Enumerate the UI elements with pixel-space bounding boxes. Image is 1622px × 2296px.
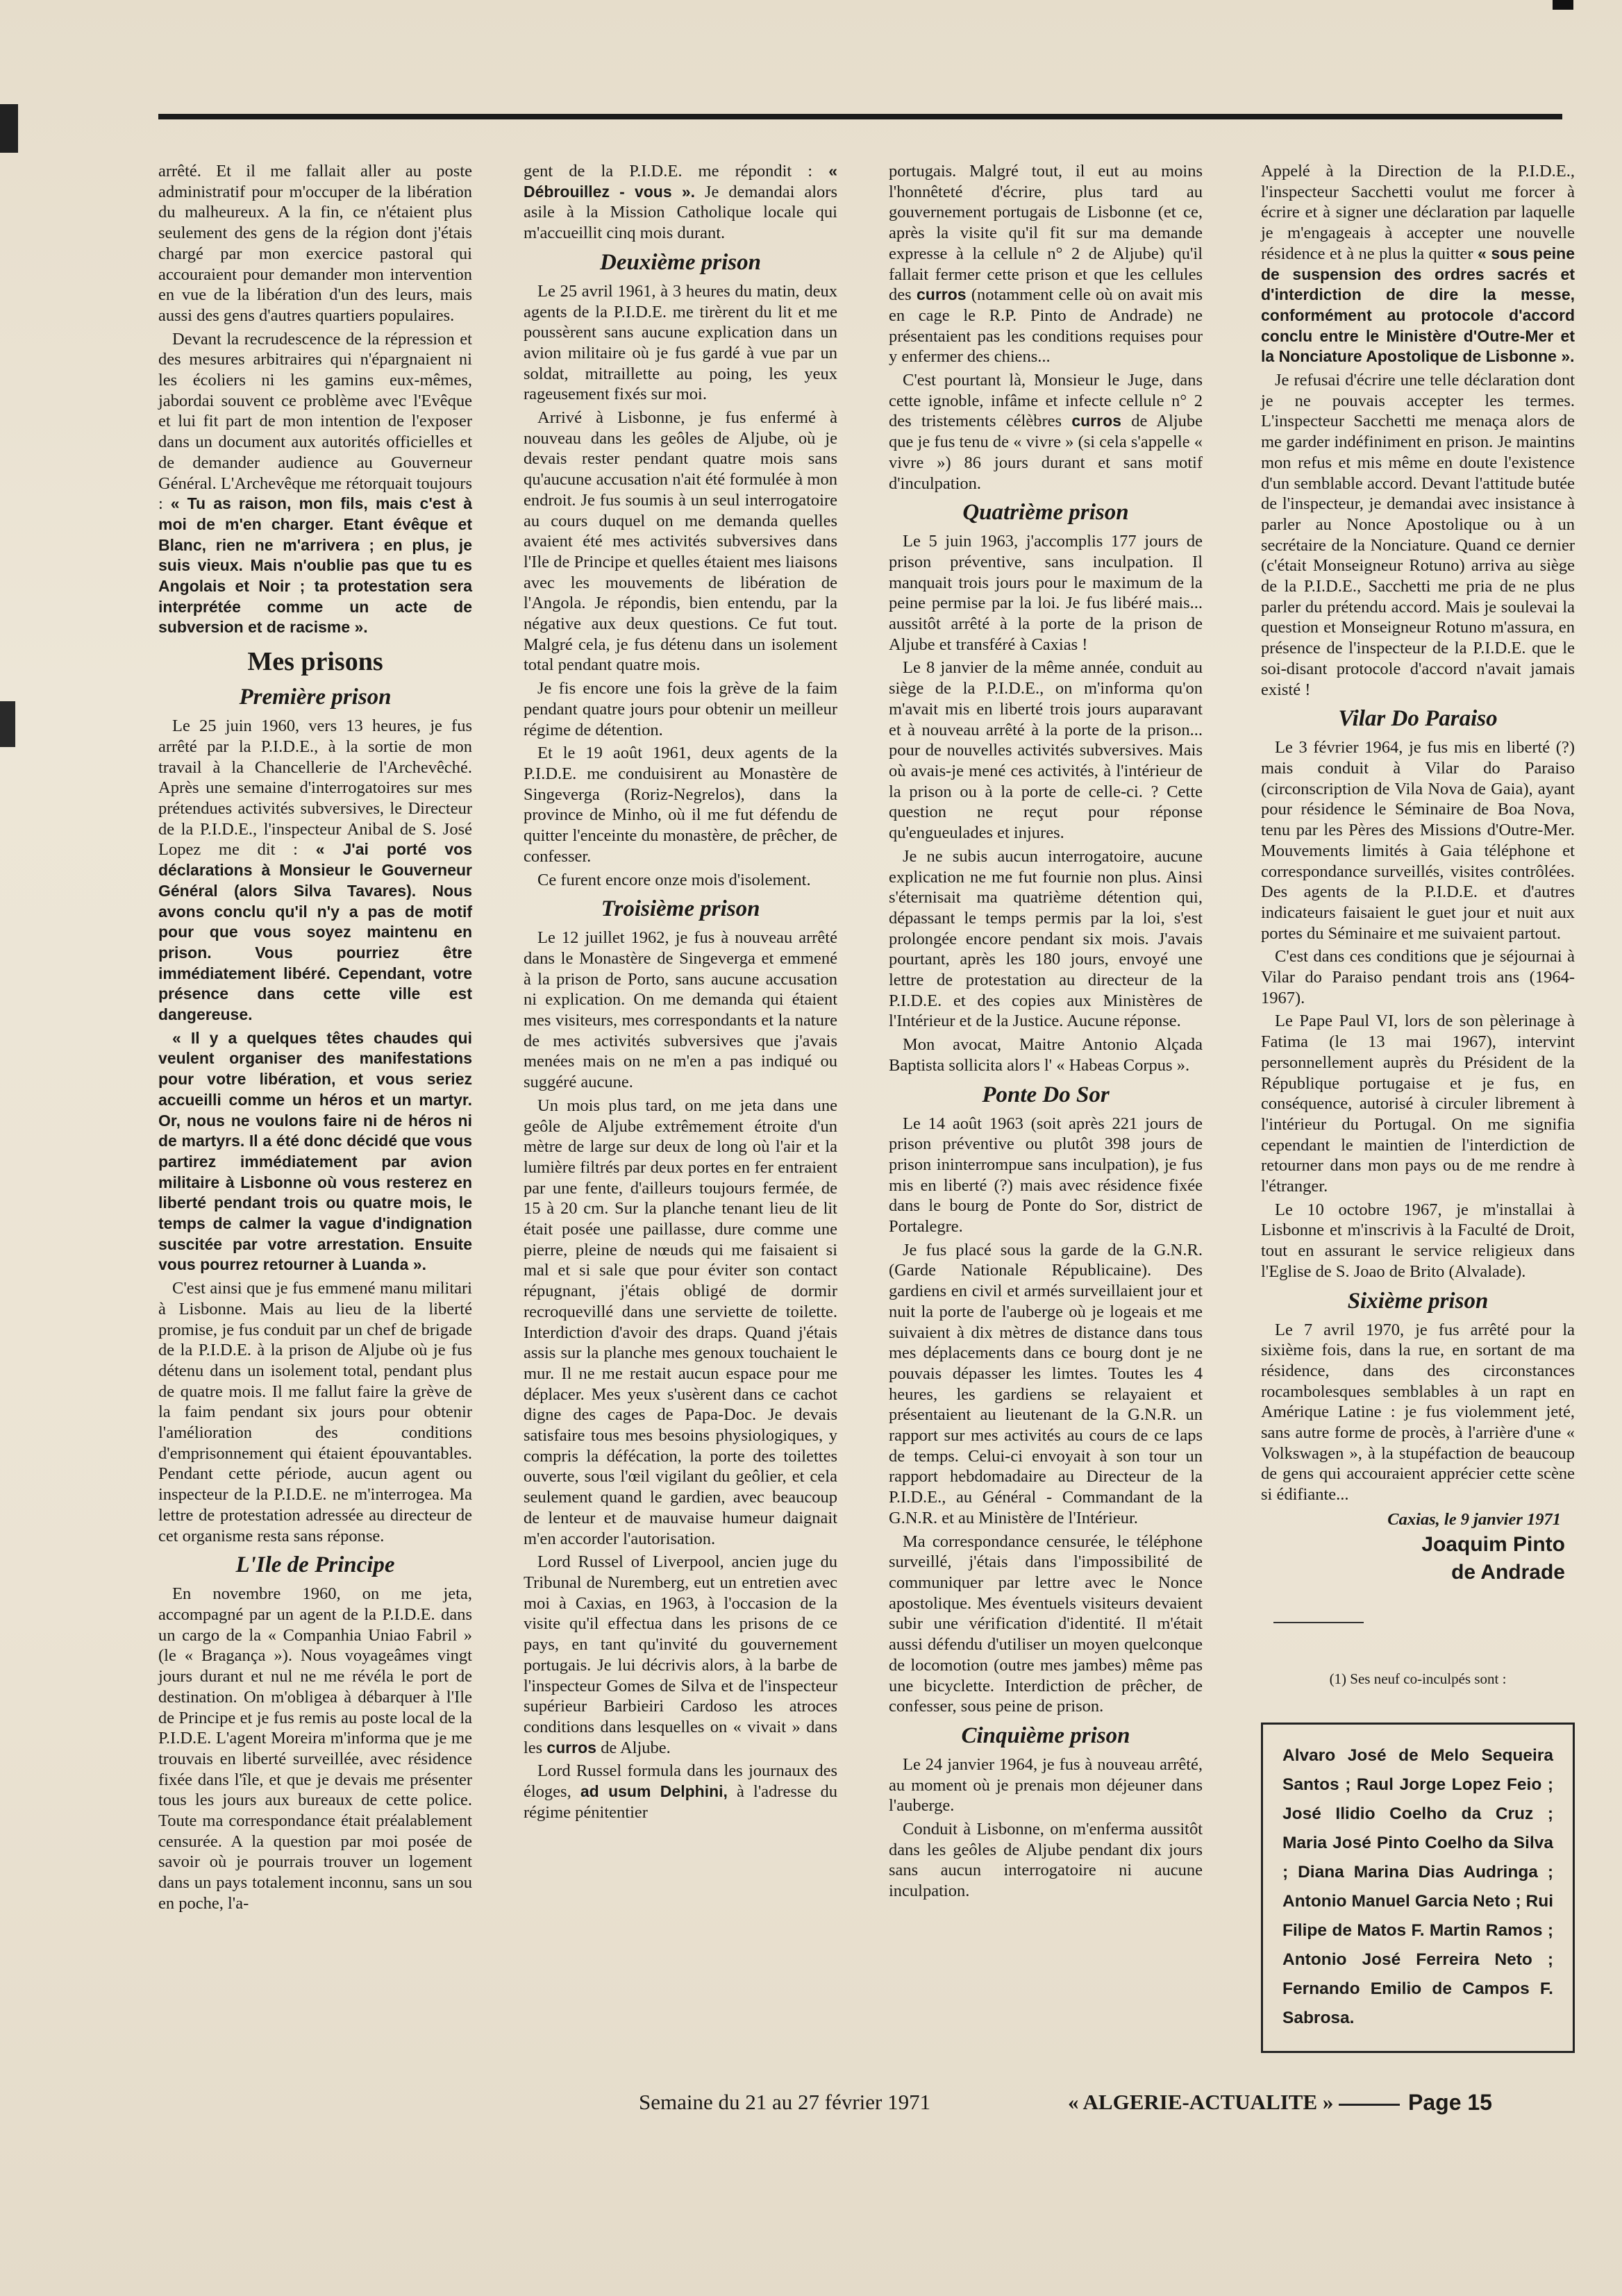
paragraph: Le 25 avril 1961, à 3 heures du matin, deux agents de la P.I.D.E. me tirèrent du lit et me poussèrent sans aucune explication dans un avion militaire où je fus gardé à vue par un soldat, mitraillette au poing, les yeux rageusement fixés sur moi.	[524, 281, 837, 404]
subheading: Quatrième prison	[962, 500, 1129, 526]
subheading: Sixième prison	[1347, 1288, 1489, 1314]
paragraph: Le 8 janvier de la même année, conduit au siège de la P.I.D.E., on m'informa qu'on m'avait mis en liberté trois jours auparavant et à nouveau arrêté à la porte de la prison... pour de nouvelles activités subversives. Mais où avais-je mené ces activités, à l'intérieur de la prison ou à la porte de celle-ci. ? Cette question ne reçut pour réponse qu'engueulades et injures.	[889, 658, 1203, 843]
term-bold: curros	[1071, 412, 1121, 430]
paragraph: Mon avocat, Maitre Antonio Alçada Baptista sollicita alors l' « Habeas Corpus ».	[889, 1035, 1203, 1075]
paragraph: portugais. Malgré tout, il eut au moins l'honnêteté d'écrire, plus tard au gouvernement portugais de Lisbonne (et ce, après la visite qu'il fit sur ma demande expresse à la cellule n° 2 de Aljube) qu'il fallait fermer cette prison et que les cellules des curros (notamment celle où on avait mis en cage le R.P. Pinto de Andrade) ne présentaient pas les conditions requises pour y enfermer des chiens...	[889, 162, 1203, 367]
subheading: Première prison	[239, 685, 392, 710]
left-edge-mark	[0, 104, 18, 153]
column-4	[1261, 161, 1575, 2053]
column-1	[158, 161, 472, 1917]
paragraph: C'est dans ces conditions que je séjournai à Vilar do Paraiso pendant trois ans (1964-1967).	[1261, 947, 1575, 1007]
publication-name: « ALGERIE-ACTUALITE »	[1068, 2090, 1334, 2114]
paragraph: gent de la P.I.D.E. me répondit : « Débrouillez - vous ». Je demandai alors asile à la Mission Catholique locale qui m'accueillit cinq mois durant.	[524, 162, 837, 243]
paragraph: Le 7 avril 1970, je fus arrêté pour la sixième fois, dans la rue, en sortant de ma résidence, dans des circonstances rocambolesques semblables à un rapt en Amérique Latine : je fus violemment jeté, sans autre forme de procès, à l'arrière d'une « Volkswagen », à la stupéfaction de beaucoup de gens qui accouraient apprécier cette scène si édifiante...	[1261, 1320, 1575, 1505]
quote-bold: « sous peine de suspension des ordres sacrés et d'interdiction de dire la messe, conformément au protocole d'accord conclu entre le Ministère d'Outre-Mer et la Nonciature Apostolique de Lisbonne ».	[1261, 244, 1575, 366]
co-accused-box: Alvaro José de Melo Sequeira Santos ; Raul Jorge Lopez Feio ; José Ilidio Coelho da Cruz ; Maria José Pinto Coelho da Silva ; Diana Marina Dias Audringa ; Antonio Manuel Garcia Neto ; Rui Filipe de Matos F. Martin Ramos ; Antonio José Ferreira Neto ; Fernando Emilio de Campos F. Sabrosa.	[1261, 1723, 1575, 2053]
paragraph: Le 12 juillet 1962, je fus à nouveau arrêté dans le Monastère de Singeverga et emmené à la prison de Porto, sans aucune accusation ni explication. On me demanda qui étaient mes visiteurs, mes correspondants et la nature de mes activités subversives que j'avais menées mais on ne m'en a pas indiqué ou suggéré aucune.	[524, 928, 837, 1092]
paragraph: C'est pourtant là, Monsieur le Juge, dans cette ignoble, infâme et infecte cellule n° 2 des tristements célèbres curros de Aljube que je fus tenu de « vivre » (si cela s'appelle « vivre ») 86 jours durant et sans motif d'inculpation.	[889, 371, 1203, 493]
paragraph: Le 14 août 1963 (soit après 221 jours de prison préventive ou plutôt 398 jours de prison ininterrompue sans inculpation), je fus mis en liberté (?) mais avec résidence fixée dans le bourg de Ponte do Sor, district de Portalegre.	[889, 1114, 1203, 1237]
subheading: Deuxième prison	[600, 249, 761, 275]
paragraph: Et le 19 août 1961, deux agents de la P.I.D.E. me conduisirent au Monastère de Singeverga (Roriz-Negrelos), dans la province de Minho, où il me fut défendu de quitter l'enceinte du monastère, de prêcher, de confesser.	[524, 744, 837, 866]
column-2	[524, 161, 837, 1825]
paragraph: Conduit à Lisbonne, on m'enferma aussitôt dans les geôles de Aljube pendant dix jours sans aucun interrogatoire ni aucune inculpation.	[889, 1820, 1203, 1901]
quote-bold: « Tu as raison, mon fils, mais c'est à moi de m'en charger. Etant évêque et Blanc, rien ne m'arrivera ; en plus, je suis vieux. Mais n'oublie pas que tu es Angolais et Noir ; ta protestation sera interprétée comme un acte de subversion et de racisme ».	[158, 494, 472, 637]
paragraph: Arrivé à Lisbonne, je fus enfermé à nouveau dans les geôles de Aljube, où je devais rester pendant quatre mois sans qu'aucune accusation n'ait été formulée à mon endroit. Je fus soumis à un seul interrogatoire au cours duquel on me demanda quelles avaient été mes activités subversives dans l'Ile de Principe et quelles étaient mes liaisons avec les mouvements de libération de l'Angola. Je répondis, bien entendu, par la négative aux deux questions. Ce fut tout. Malgré cela, je fus détenu dans un isolement total pendant quatre mois.	[524, 408, 837, 675]
subheading: Cinquième prison	[961, 1723, 1130, 1748]
paragraph: Appelé à la Direction de la P.I.D.E., l'inspecteur Sacchetti voulut me forcer à écrire et à signer une déclaration par laquelle je m'engageais à accepter une nouvelle résidence et à ne plus la quitter « sous peine de suspension des ordres sacrés et d'interdiction de dire la messe, conformément au protocole d'accord conclu entre le Ministère d'Outre-Mer et la Nonciature Apostolique de Lisbonne ».	[1261, 162, 1575, 366]
page-number: Page 15	[1408, 2090, 1492, 2115]
section-heading: Mes prisons	[247, 647, 383, 677]
paragraph: Le 24 janvier 1964, je fus à nouveau arrêté, au moment où je prenais mon déjeuner dans l'auberge.	[889, 1754, 1203, 1816]
paragraph	[158, 1028, 472, 1275]
paragraph: Le 25 juin 1960, vers 13 heures, je fus arrêté par la P.I.D.E., à la sortie de mon travail à la Chancellerie de l'Archevêché. Après une semaine d'interrogatoires sur mes prétendues activités subversives, le Directeur de la P.I.D.E., l'inspecteur Anibal de S. José Lopez me dit : « J'ai porté vos déclarations à Monsieur le Gouverneur Général (alors Silva Tavares). Nous avons conclu qu'il n'y a pas de motif pour que vous soyez maintenu en prison. Vous pourriez être immédiatement libéré. Cependant, votre présence dans cette ville est dangereuse.	[158, 717, 472, 1024]
paragraph: Le 10 octobre 1967, je m'installai à Lisbonne et m'inscrivis à la Faculté de Droit, tout en assurant le service religieux dans l'Eglise de S. Joao de Brito (Alvalade).	[1261, 1200, 1575, 1281]
paragraph: Je fis encore une fois la grève de la faim pendant quatre jours pour obtenir un meilleur régime de détention.	[524, 679, 837, 739]
column-3	[889, 161, 1203, 1904]
signature-name-2: de Andrade	[1451, 1560, 1565, 1584]
paragraph: Je fus placé sous la garde de la G.N.R. (Garde Nationale Républicaine). Des gardiens en civil et armés surveillaient jour et nuit la porte de l'auberge où je logeais et me suivaient à dix mètres de distance dans tous mes déplacements dans ce bourg dont je ne pouvais dépasser les limtes. Toutes les 4 heures, les gardiens se relayaient et présentaient au lieutenant de la G.N.R. un rapport sur mes activités au cours de ce laps de temps. Celui-ci envoyait à son tour un rapport hebdomadaire au Directeur de la P.I.D.E., au Général - Commandant de la G.N.R. et au Ministère de l'Intérieur.	[889, 1240, 1203, 1527]
subheading: L'Ile de Principe	[235, 1552, 395, 1578]
term-bold: ad usum Delphini,	[580, 1782, 728, 1801]
paragraph: Devant la recrudescence de la répression et des mesures arbitraires qui n'épargnaient ni les écoliers ni les gamins eux-mêmes, jabordai souvent ce problème avec l'Evêque et lui fit part de mon intention de l'exposer dans un document aux autorités officielles et de demander audience au Gouverneur Général. L'Archevêque me rétorquait toujours : « Tu as raison, mon fils, mais c'est à moi de m'en charger. Etant évêque et Blanc, rien ne m'arrivera ; en plus, je suis vieux. Mais n'oublie pas que tu es Angolais et Noir ; ta protestation sera interprétée comme un acte de subversion et de racisme ».	[158, 329, 472, 637]
paragraph: C'est ainsi que je fus emmené manu militari à Lisbonne. Mais au lieu de la liberté promise, je fus conduit par un chef de brigade de la P.I.D.E. à la prison de Aljube où je fus détenu dans un isolement total, pendant plus de quatre mois. Il me fallut faire la grève de la faim pendant six jours pour obtenir l'amélioration des conditions d'emprisonnement qui étaient épouvantables. Pendant cette période, aucun agent ou inspecteur de la P.I.D.E. ne m'interrogea. Ma lettre de protestation adressée au directeur de cet organisme resta sans réponse.	[158, 1279, 472, 1545]
term-bold: curros	[546, 1738, 596, 1757]
paragraph: Je refusai d'écrire une telle déclaration dont je ne pouvais accepter les termes. L'inspecteur Sacchetti me menaça alors de me garder indéfiniment en prison. Je maintins mon refus et mis même en doute l'existence d'un semblable accord. Devant l'attitude butée de l'inspecteur, je demandai avec insistance à parler au Nonce Apostolique ou à un secrétaire de la Nonciature. Quand ce dernier (c'était Monseigneur Rotuno) arriva au siège de la P.I.D.E., Sacchetti me pria de ne plus parler du prétendu accord. Mais je soulevai la question et Monseigneur Rotuno m'assura, en présence de l'inspecteur de la P.I.D.E. que le soi-disant protocole d'accord n'avait jamais existé !	[1261, 371, 1575, 699]
quote-bold: « Il y a quelques têtes chaudes qui veulent organiser des manifestations pour votre libération, et vous seriez accueilli comme un héros et un martyr. Or, nous ne voulons faire ni de héros ni de martyrs. Il a été donc décidé que vous partirez immédiatement par avion militaire à Lisbonne où vous resterez en liberté pendant trois ou quatre mois, le temps de calmer la vague d'indignation suscitée par votre arrestation. Ensuite vous pourrez retourner à Luanda ».	[158, 1028, 472, 1274]
footnote-divider	[1273, 1622, 1364, 1623]
paragraph: arrêté. Et il me fallait aller au poste administratif pour m'occuper de la libération du malheureux. A la fin, ce n'étaient plus seulement des gens de la région dont j'étais chargé par mon exercice pastoral qui accouraient pour demander mon intervention en vue de la libération d'un des leurs, mais aussi des gens d'autres quartiers populaires.	[158, 162, 472, 325]
subheading: Vilar Do Paraiso	[1338, 706, 1498, 732]
paragraph: Le Pape Paul VI, lors de son pèlerinage à Fatima (le 13 mai 1967), intervint personnellement auprès du Président de la République portugaise et je fus, en conséquence, autorisé à circuler librement à l'intérieur du Portugal. On me signifia cependant le maintien de l'interdiction de retourner dans mon pays ou de me rendre à l'étranger.	[1261, 1012, 1575, 1196]
paragraph: Je ne subis aucun interrogatoire, aucune explication ne me fut fournie non plus. Ainsi s'éternisait ma quatrième détention qui, dépassant le temps permis par la loi, s'est prolongée encore pendant six mois. J'avais pourtant, après les 180 jours, envoyé une lettre de protestation au directeur de la P.I.D.E. et des copies aux Ministères de l'Intérieur et de la Justice. Aucune réponse.	[889, 846, 1203, 1031]
paragraph: Le 5 juin 1963, j'accomplis 177 jours de prison préventive, sans inculpation. Il manquait trois jours pour le maximum de la peine permise par la loi. Je fus libéré mais... aussitôt arrêté à la porte de la prison de Aljube et transféré à Caxias !	[889, 532, 1203, 654]
dateline: Caxias, le 9 janvier 1971	[1387, 1509, 1561, 1529]
paragraph: Lord Russel of Liverpool, ancien juge du Tribunal de Nuremberg, eut un entretien avec moi à Caxias, en 1963, à l'occasion de la visite qu'il effectua dans les prisons de ce pays, en tant qu'invité du gouvernement portugais. Je lui décrivis alors, à la barbe de l'inspecteur Gomes de Silva et de l'inspecteur supérieur Barbieiri Cardoso les atroces conditions dans lesquelles on « vivait » dans les curros de Aljube.	[524, 1552, 837, 1757]
subheading: Ponte Do Sor	[982, 1082, 1110, 1107]
paragraph: Le 3 février 1964, je fus mis en liberté (?) mais conduit à Vilar do Paraiso (circonscription de Vila Nova de Gaia), ayant pour résidence le Séminaire de Boa Nova, tenu par les Pères des Missions d'Outre-Mer. Mouvements limités à Gaia téléphone et correspondance surveillés, visites contrôlées. Des agents de la P.I.D.E. et d'autres indicateurs faisaient le guet jour et nuit aux portes du Séminaire et me suivaient partout.	[1261, 738, 1575, 943]
footer-dash	[1339, 2104, 1400, 2106]
signature-name: Joaquim Pinto	[1421, 1532, 1565, 1556]
top-edge-mark	[1553, 0, 1573, 10]
paragraph: Ma correspondance censurée, le téléphone surveillé, j'étais dans l'impossibilité de communiquer par lettre avec le Nonce apostolique. Mes éventuels visiteurs devaient subir une vérification d'identité. Il m'était aussi défendu d'utiliser un moyen quelconque de locomotion (outre mes jambes) même pas une bicyclette. Interdiction de prêcher, de confesser, sous peine de prison.	[889, 1532, 1203, 1716]
paragraph: Ce furent encore onze mois d'isolement.	[537, 870, 811, 889]
paragraph: En novembre 1960, on me jeta, accompagné par un agent de la P.I.D.E. dans un cargo de la « Companhia Uniao Fabril » (le « Bragança »). Nous voyageâmes vingt jours durant et nul ne me révéla le port de destination. On m'obligea à débarquer à l'Ile de Principe et je fus remis au poste local de la P.I.D.E. L'agent Moreira m'informa que je me trouvais en liberté surveillée, avec résidence fixée dans l'île, et que je devais me présenter tous les jours aux bureaux de cette police. Toute ma correspondance était préalablement censurée. A la question par moi posée de savoir où je pourrais trouver un logement dans un pays totalement inconnu, sans un sou en poche, l'a-	[158, 1584, 472, 1913]
issue-week: Semaine du 21 au 27 février 1971	[639, 2090, 931, 2114]
paragraph: Lord Russel formula dans les journaux des éloges, ad usum Delphini, à l'adresse du régime pénitentier	[524, 1761, 837, 1822]
footnote: (1) Ses neuf co-inculpés sont :	[1329, 1670, 1507, 1687]
quote-bold: « J'ai porté vos déclarations à Monsieur le Gouverneur Général (alors Silva Tavares). Nous avons conclu qu'il n'y a pas de motif pour que vous soyez maintenu en prison. Vous pourriez être immédiatement libéré. Cependant, votre présence dans cette ville est dangereuse.	[158, 840, 472, 1024]
term-bold: curros	[916, 285, 967, 304]
left-edge-mark-lower	[0, 701, 15, 747]
header-rule	[158, 114, 1562, 119]
quote-bold: « Débrouillez - vous ».	[524, 162, 837, 201]
subheading: Troisième prison	[601, 896, 760, 922]
paragraph: Un mois plus tard, on me jeta dans une geôle de Aljube extrêmement étroite d'un mètre de large sur deux de long où l'air et la lumière filtrés par deux portes en fer entraient par une fente, d'ailleurs toujours fermée, de 15 à 20 cm. Sur la planche tenant lieu de lit était posée une paillasse, dure comme une pierre, pleine de nœuds qui me faisaient si mal et si sale que pour éviter son contact répugnant, j'étais obligé de dormir recroquevillé dans une serviette de toilette. Interdiction d'avoir des draps. Quand j'étais assis sur la planche mes genoux touchaient le mur. Il ne me restait aucun espace pour me déplacer. Mes yeux s'usèrent dans ce cachot digne des cages de Papa-Doc. Je devais satisfaire tous mes besoins physiologiques, y compris la défécation, la porte des toilettes ouverte, sous l'œil vigilant du geôlier, et cela seulement quand le gardien, avec beaucoup de lenteur et de mauvaise humeur daignait m'en accorder l'autorisation.	[524, 1096, 837, 1548]
